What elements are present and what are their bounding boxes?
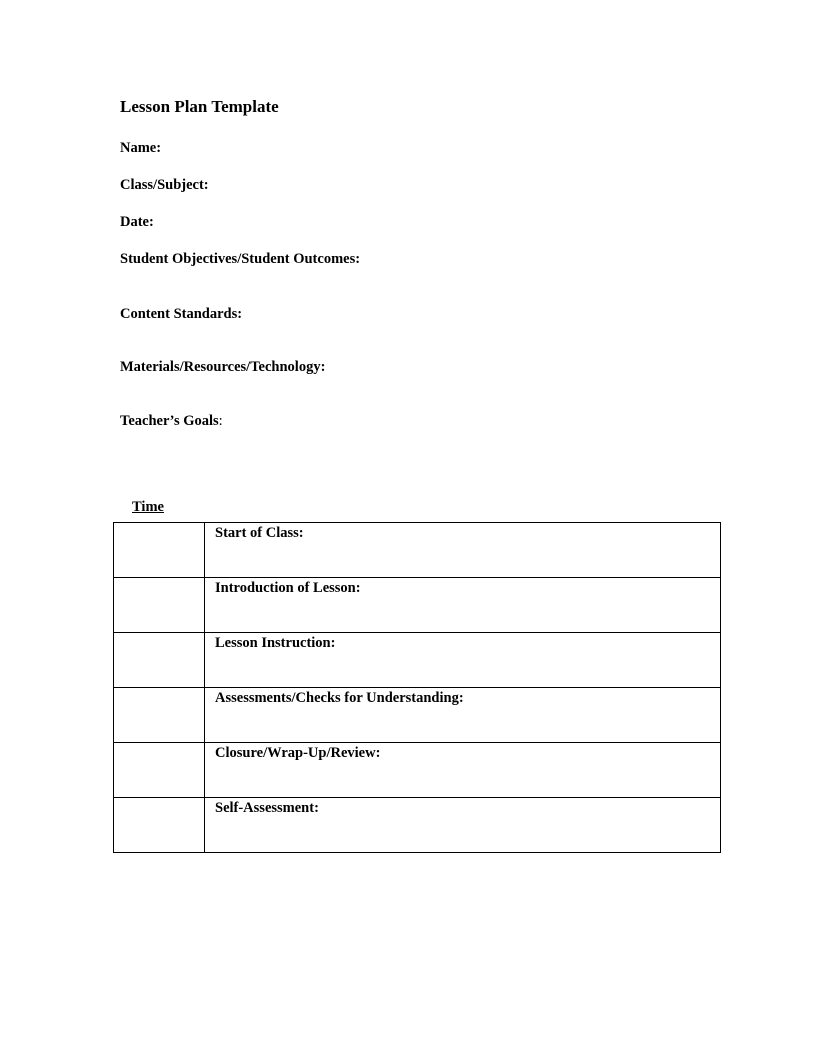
table-row	[114, 633, 721, 688]
student-objectives-colon: :	[355, 251, 361, 267]
table-row	[114, 578, 721, 633]
materials-field	[120, 358, 325, 376]
class-subject-field	[120, 176, 209, 194]
table-row	[114, 798, 721, 853]
lesson-schedule-table	[113, 522, 721, 853]
date-colon: :	[149, 214, 154, 230]
student-objectives-field	[120, 250, 360, 268]
date-field	[120, 213, 154, 231]
activity-cell: Lesson Instruction:	[205, 633, 721, 688]
teacher-goals-colon: :	[218, 413, 223, 429]
name-label: Name	[120, 140, 157, 156]
teacher-goals-label: Teacher’s Goals	[120, 413, 219, 429]
class-subject-label: Class/Subject	[120, 177, 204, 193]
time-column-header: Time	[132, 499, 164, 515]
date-label: Date	[120, 214, 149, 230]
content-standards-field	[120, 305, 242, 323]
teacher-goals-field	[120, 412, 223, 430]
time-cell	[114, 633, 205, 688]
table-row	[114, 743, 721, 798]
table-row	[114, 688, 721, 743]
student-objectives-label: Student Objectives/Student Outcomes	[120, 251, 356, 267]
time-cell	[114, 523, 205, 578]
time-cell	[114, 578, 205, 633]
table-row	[114, 523, 721, 578]
activity-cell: Introduction of Lesson:	[205, 578, 721, 633]
activity-cell: Start of Class:	[205, 523, 721, 578]
time-cell	[114, 798, 205, 853]
activity-cell: Assessments/Checks for Understanding:	[205, 688, 721, 743]
content-standards-label: Content Standards	[120, 306, 238, 322]
page-title: Lesson Plan Template	[120, 97, 279, 116]
name-field	[120, 139, 161, 157]
activity-cell: Self-Assessment:	[205, 798, 721, 853]
name-colon: :	[156, 140, 162, 156]
time-cell	[114, 743, 205, 798]
content-standards-colon: :	[237, 306, 243, 322]
time-cell	[114, 688, 205, 743]
class-subject-colon: :	[203, 177, 209, 193]
materials-colon: :	[320, 359, 326, 375]
materials-label: Materials/Resources/Technology	[120, 359, 321, 375]
activity-cell: Closure/Wrap-Up/Review:	[205, 743, 721, 798]
